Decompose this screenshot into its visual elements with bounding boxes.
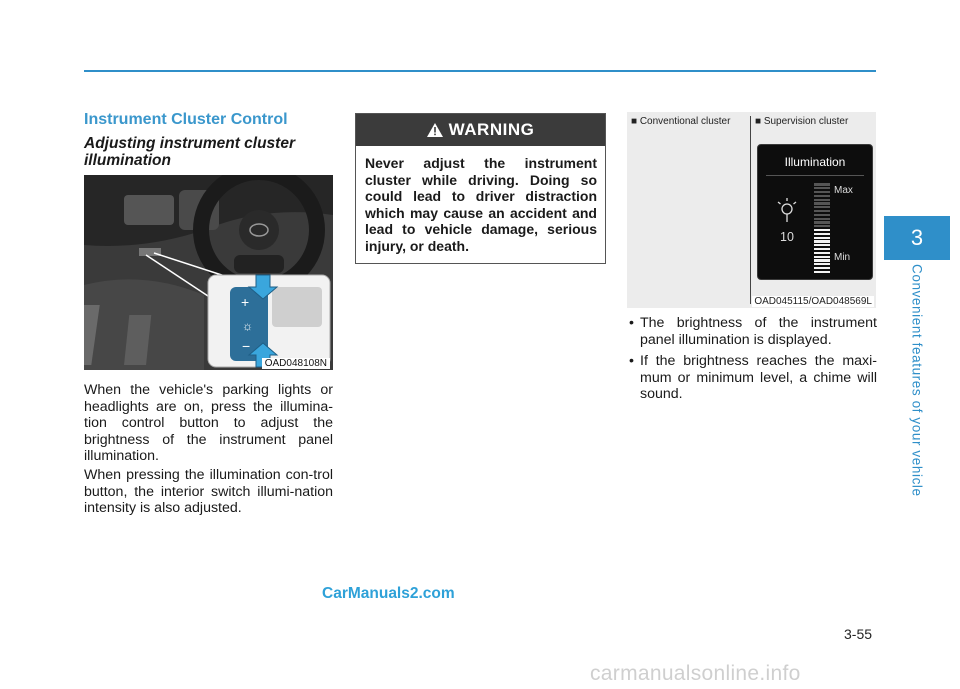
caption-conventional-cluster: ■ Conventional cluster [631, 116, 731, 127]
figure-divider [750, 116, 751, 304]
level-bar [814, 221, 830, 223]
watermark-bottom: carmanualsonline.info [590, 662, 801, 685]
level-bar [814, 256, 830, 258]
level-bar [814, 259, 830, 261]
level-bar [814, 214, 830, 216]
level-bar [814, 248, 830, 250]
level-bar [814, 229, 830, 231]
dashboard-illustration [84, 175, 333, 370]
level-bar [814, 199, 830, 201]
level-bar [814, 271, 830, 273]
caption-supervision-cluster: ■ Supervision cluster [755, 116, 849, 127]
figure-code: OAD045115/OAD048569L [754, 296, 872, 307]
level-bar [814, 267, 830, 269]
page-number: 3-55 [844, 626, 873, 642]
cluster-figure [627, 112, 876, 308]
svg-text:+: + [241, 294, 250, 310]
chapter-title: Convenient features of your vehicle [909, 264, 925, 497]
screen-title: Illumination [784, 155, 846, 169]
screen-rule [766, 175, 864, 176]
svg-text:☼: ☼ [242, 319, 253, 333]
bullet-list [628, 315, 877, 408]
label-max: Max [834, 185, 853, 196]
svg-text:−: − [242, 338, 251, 354]
level-bar [814, 252, 830, 254]
level-bar [814, 237, 830, 239]
warning-box [355, 113, 606, 264]
header-rule [84, 70, 876, 72]
illumination-screen [757, 144, 873, 280]
level-bar [814, 187, 830, 189]
subsection-title: Adjusting instrument cluster illumination [84, 135, 295, 169]
level-bar [814, 202, 830, 204]
warning-triangle-icon [427, 123, 443, 137]
level-bar [814, 206, 830, 208]
level-bar [814, 218, 830, 220]
bullet-item: • If the brightness reaches the maxi-mum or minimum level, a chime will sound. [628, 353, 877, 403]
level-bar [814, 225, 830, 227]
bullet-item: • The brightness of the instrument panel illumination is displayed. [628, 315, 877, 348]
body-paragraph-1: When the vehicle's parking lights or headlights are on, press the illumina-tion control button to adjust the brightness of the instrument panel illumination. [84, 382, 333, 464]
illumination-level-bars [814, 181, 830, 273]
level-bar [814, 244, 830, 246]
chapter-tab: 3 [884, 216, 950, 260]
level-bar [814, 263, 830, 265]
level-bar [814, 183, 830, 185]
level-bar [814, 195, 830, 197]
warning-title: WARNING [448, 120, 535, 139]
body-paragraph-2: When pressing the illumination con-trol button, the interior switch illumi-nation intensity is also adjusted. [84, 467, 333, 516]
illumination-icon [776, 197, 798, 223]
dashboard-photo [84, 175, 333, 370]
section-title: Instrument Cluster Control [84, 111, 288, 128]
warning-header [356, 114, 605, 146]
label-min: Min [834, 252, 851, 263]
warning-text: Never adjust the instrument cluster while driving. Doing so could lead to driver distraction which may cause an accident and lead to vehicle damage, serious injury, or death. [365, 155, 597, 254]
level-bar [814, 233, 830, 235]
watermark-top[interactable]: CarManuals2.com [322, 585, 455, 602]
illumination-level: 10 [780, 230, 794, 244]
photo-code: OAD048108N [262, 358, 330, 369]
level-bar [814, 210, 830, 212]
level-bar [814, 240, 830, 242]
level-bar [814, 191, 830, 193]
